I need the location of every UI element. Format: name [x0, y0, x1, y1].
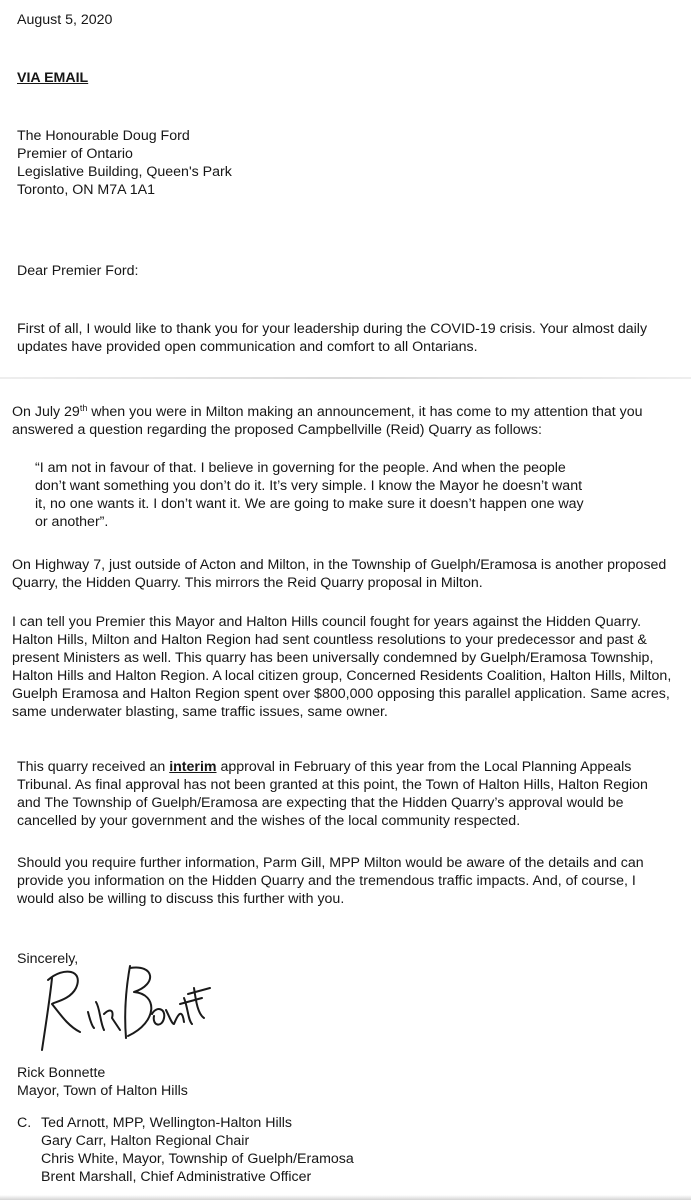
paragraph-interim-approval: This quarry received an interim approval in February of this year from the Local Planning Appeals Tribunal. As final approval has not been granted at this point, the Town of Halton Hills, Halton Region and The Township of Guelph/Eramosa are expecting that the Hidden Quarry’s approval would be cancelled by your government and the wishes of the local community respected. — [17, 759, 648, 829]
cc-recipient: Chris White, Mayor, Township of Guelph/Eramosa — [41, 1151, 354, 1167]
letter-date: August 5, 2020 — [17, 12, 113, 28]
recipient-line: Premier of Ontario — [17, 146, 133, 162]
scan-bottom-edge — [0, 1195, 691, 1200]
cc-recipient: Ted Arnott, MPP, Wellington-Halton Hills — [41, 1115, 293, 1131]
delivery-method: VIA EMAIL — [17, 70, 89, 86]
paragraph-thanks: First of all, I would like to thank you for your leadership during the COVID-19 crisis. Your almost daily updates have provided open communication and comfort to all Ontarians. — [17, 321, 648, 355]
cc-mark: C. — [17, 1115, 32, 1131]
page-fold-line — [0, 377, 691, 379]
cc-list — [41, 1114, 354, 1186]
paragraph-july-announcement: On July 29th when you were in Milton making an announcement, it has come to my attention that you answered a question regarding the proposed Campbellville (Reid) Quarry as follows: — [12, 403, 643, 438]
recipient-line: The Honourable Doug Ford — [17, 128, 190, 144]
interim-emphasis: interim — [169, 759, 217, 775]
paragraph-council-opposition: I can tell you Premier this Mayor and Halton Hills council fought for years against the Hidden Quarry. Halton Hills, Milton and Halton Region had sent countless resolutions to your predecessor and past & present Ministers as well. This quarry has been universally condemned by Guelph/Eramosa Township, Halton Hills and Halton Region. A local citizen group, Concerned Residents Coalition, Halton Hills, Milton, Guelph Eramosa and Halton Region spent over $800,000 opposing this parallel application. Same acres, same underwater blasting, same traffic issues, same owner. — [12, 614, 672, 720]
paragraph-further-info: Should you require further information, Parm Gill, MPP Milton would be aware of the details and can provide you information on the Hidden Quarry and the tremendous traffic impacts. And, of course, I would also be willing to discuss this further with you. — [17, 855, 644, 907]
signer-block — [17, 1064, 188, 1100]
recipient-line: Toronto, ON M7A 1A1 — [17, 182, 156, 198]
signer-name: Rick Bonnette — [17, 1065, 106, 1081]
recipient-address — [17, 127, 232, 199]
closing: Sincerely, — [17, 951, 79, 967]
handwritten-signature — [34, 958, 214, 1058]
cc-recipient: Gary Carr, Halton Regional Chair — [41, 1133, 250, 1149]
recipient-line: Legislative Building, Queen's Park — [17, 164, 232, 180]
premier-quote: “I am not in favour of that. I believe in governing for the people. And when the people don’t want something you don’t do it. It’s very simple. I know the Mayor he doesn’t want it, no one wants it. I don’t want it. We are going to make sure it doesn’t happen one way or another”. — [35, 460, 584, 530]
signer-title: Mayor, Town of Halton Hills — [17, 1083, 188, 1099]
paragraph-hidden-quarry: On Highway 7, just outside of Acton and Milton, in the Township of Guelph/Eramosa is another proposed Quarry, the Hidden Quarry. This mirrors the Reid Quarry proposal in Milton. — [12, 557, 667, 591]
salutation: Dear Premier Ford: — [17, 263, 139, 279]
cc-recipient: Brent Marshall, Chief Administrative Officer — [41, 1169, 312, 1185]
